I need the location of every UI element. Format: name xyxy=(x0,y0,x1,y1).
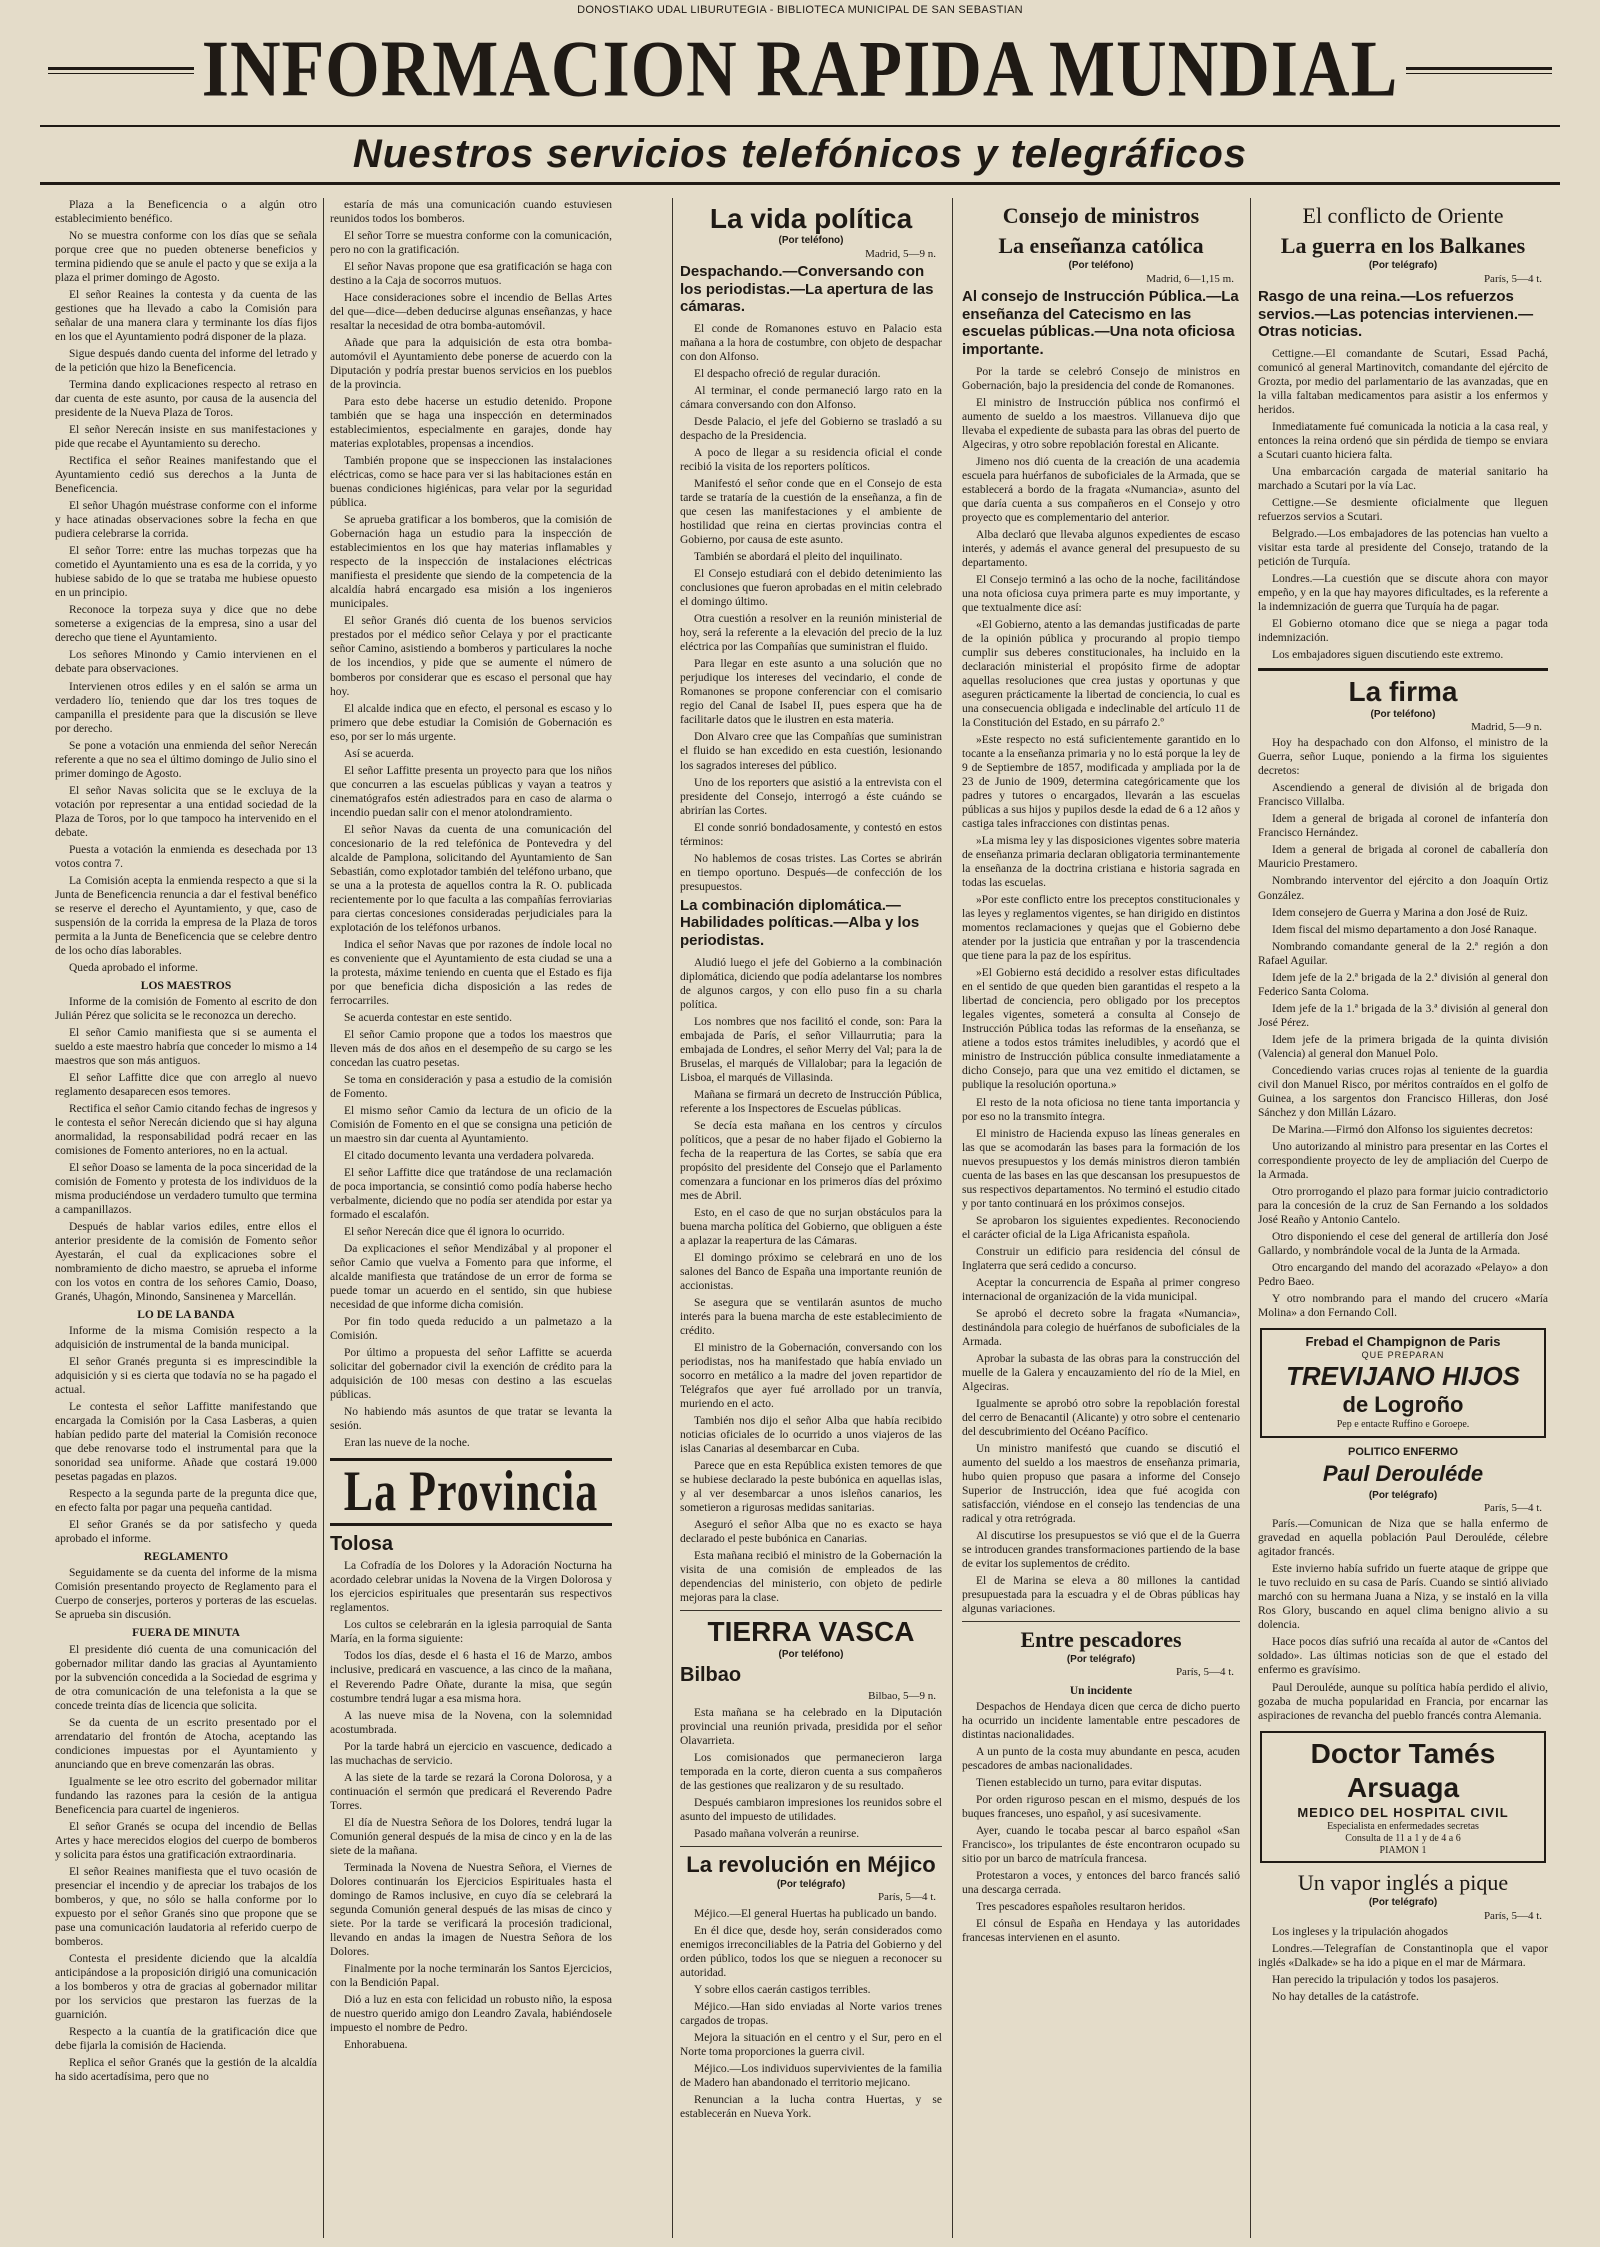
paragraph: Cettigne.—Se desmiente oficialmente que lleguen refuerzos servios a Scutari. xyxy=(1258,497,1548,524)
paragraph: Hoy ha despachado con don Alfonso, el ministro de la Guerra, señor Luque, poniendo a la firma los siguientes decretos: xyxy=(1258,737,1548,778)
paragraph: El señor Torre: entre las muchas torpezas que ha cometido el Ayuntamiento una es esa de la corrida, y yo hubiese sabido de lo que se trataba me hubiese opuesto en un principio. xyxy=(55,545,317,600)
source-line: (Por telégrafo) xyxy=(1066,1654,1136,1666)
paragraph: Terminada la Novena de Nuestra Señora, el Viernes de Dolores continuarán los Ejercicios Espirituales hasta el domingo de Ramos inclusive, en cuyo día se celebrará la segunda Comunión general después de las misas de cinco y siete. Por la tarde se verificará la procesión tradicional, llevando en andas la imagen de Nuestra Señora de los Dolores. xyxy=(330,1861,612,1958)
subheading-incidente: Un incidente xyxy=(1069,1684,1133,1697)
paragraph: Por fin todo queda reducido a un palmetazo a la Comisión. xyxy=(330,1316,612,1343)
paragraph: Queda aprobado el informe. xyxy=(69,961,199,974)
paragraph: El ministro de Hacienda expuso las líneas generales en las que se acomodarán las bases para la formación de los nuevos presupuestos y los demás ministros dieron también cuenta de las bases en las que descansan los presupuestos de sus respectivos departamentos. No terminó el estudio citado y por tanto continuará en los próximos consejos. xyxy=(962,1127,1240,1210)
paragraph: El señor Camio propone que a todos los maestros que lleven más de dos años en el desempeño de su cargo se les concedan las cuatro pesetas. xyxy=(330,1028,612,1069)
paragraph: Esta mañana recibió el ministro de la Gobernación la visita de una comisión de empleados de las dependencias del ministerio, con objeto de pedirle mejoras para la clase. xyxy=(680,1550,942,1605)
paragraph: La Cofradía de los Dolores y la Adoración Nocturna ha acordado celebrar unidas la Novena de la Virgen Dolorosa y los ejercicios espirituales que presentarán sus respectivos reglamentos. xyxy=(330,1560,612,1615)
col1-body-5 xyxy=(55,1643,317,2084)
source-line: (Por teléfono) xyxy=(1068,260,1134,272)
paragraph: Y otro nombrando para el mando del crucero «María Molina» a don Fernando Coll. xyxy=(1258,1292,1548,1319)
paragraph: Seguidamente se da cuenta del informe de la misma Comisión presentando proyecto de Reglamento para el Cuerpo de conserjes, porteros y porteras de las escuelas. Se aprueba sin discusión. xyxy=(55,1567,317,1622)
dateline: Madrid, 5—9 n. xyxy=(865,247,936,260)
paragraph: Belgrado.—Los embajadores de las potencias han vuelto a visitar esta tarde al presidente del Consejo, tratando de la petición de Turquía. xyxy=(1258,528,1548,569)
paragraph: Don Alvaro cree que las Compañías que suministran el fluido se han excedido en esta cuestión, lesionando los sagrados intereses del público. xyxy=(680,731,942,772)
column-2 xyxy=(330,198,612,2238)
ad-brand: TREVIJANO HIJOS xyxy=(1285,1360,1521,1391)
paragraph: Por orden riguroso pescan en el mismo, después de los buques franceses, uno español, y así sucesivamente. xyxy=(962,1793,1240,1820)
paragraph: El cónsul de España en Hendaya y las autoridades francesas intervienen en el asunto. xyxy=(962,1918,1240,1945)
paragraph: Manifestó el señor conde que en el Consejo de esta tarde se trataría de la cuestión de la enseñanza, a fin de que cesen las manifestaciones y el ambiente de hostilidad que reina en ciertas provincias contra el Gobierno, por causa de este asunto. xyxy=(680,478,942,547)
paragraph: Construir un edificio para residencia del cónsul de Inglaterra que será cedido a concurso. xyxy=(962,1245,1240,1272)
paragraph: Se pone a votación una enmienda del señor Nerecán referente a que no sea el último domingo de Julio sino el primer domingo de Agosto. xyxy=(55,739,317,780)
dateline: Madrid, 6—1,15 m. xyxy=(1146,272,1234,285)
masthead xyxy=(40,20,1560,120)
paragraph: No se muestra conforme con los días que se señala porque cree que no pueden obtenerse beneficios y termina pidiendo que se anule el pacto y que se exija a la plaza el primer domingo de Agosto. xyxy=(55,230,317,285)
paragraph: Puesta a votación la enmienda es desechada por 13 votos contra 7. xyxy=(55,843,317,870)
paragraph: Tres pescadores españoles resultaron heridos. xyxy=(976,1901,1186,1914)
heading-consejo-ministros: Consejo de ministros xyxy=(1002,203,1200,228)
paragraph: En él dice que, desde hoy, serán considerados como enemigos irreconciliables de la Patria del Gobierno y del orden público, todos los que se nieguen a reconocer su autoridad. xyxy=(680,1924,942,1979)
city-tolosa: Tolosa xyxy=(330,1532,393,1555)
paragraph: El Consejo terminó a las ocho de la noche, facilitándose una nota oficiosa cuya primera parte es muy importante, y que textualmente dice así: xyxy=(962,573,1240,614)
paragraph: Se toma en consideración y pasa a estudio de la comisión de Fomento. xyxy=(330,1073,612,1100)
paragraph: Por último a propuesta del señor Laffitte se acuerda solicitar del gobernador civil la exención de crédito para la adquisición de 100 mesas con destino a las escuelas públicas. xyxy=(330,1347,612,1402)
paragraph: Informe de la comisión de Fomento al escrito de don Julián Pérez que solicita se le reconozca un derecho. xyxy=(55,995,317,1022)
paragraph: Los ingleses y la tripulación ahogados xyxy=(1272,1926,1448,1939)
paragraph: Los cultos se celebrarán en la iglesia parroquial de Santa María, en la forma siguiente: xyxy=(330,1619,612,1646)
combinacion-body xyxy=(680,956,942,1606)
paragraph: »Por este conflicto entre los preceptos constitucionales y las leyes y reglamentos vigentes, se han dirigido en distintos momentos reclamaciones y quejas que el Gobierno debe atender por la justicia que entrañan y por la trascendencia que tiene para la paz de los espíritus. xyxy=(962,894,1240,963)
dateline: Bilbao, 5—9 n. xyxy=(868,1690,936,1703)
paragraph: Y sobre ellos caerán castigos terribles. xyxy=(694,1983,871,1996)
masthead-title: INFORMACION RAPIDA MUNDIAL xyxy=(201,25,1399,114)
paragraph: A poco de llegar a su residencia oficial el conde recibió la visita de los reporters políticos. xyxy=(680,447,942,474)
paragraph: Respecto a la segunda parte de la pregunta dice que, en efecto falta por pagar una pequeña cantidad. xyxy=(55,1488,317,1515)
paragraph: Después de hablar varios ediles, entre ellos el anterior presidente de la comisión de Fomento señor Ayestarán, el cual da explicaciones sobre el nombramiento de dicho maestro, se aprueba el informe con los votos en contra de los señores Camio, Doaso, Granés, Uhagón, Minondo, Sansinenea y Marcellán. xyxy=(55,1221,317,1304)
paragraph: Después cambiaron impresiones los reunidos sobre el asunto del impuesto de utilidades. xyxy=(680,1796,942,1823)
heading-la-firma: La firma xyxy=(1348,676,1458,708)
paragraph: El despacho ofreció de regular duración. xyxy=(694,368,881,381)
paragraph: Uno de los reporters que asistió a la entrevista con el presidente del Consejo, interrogó a éste cuándo se abrirían las Cortes. xyxy=(680,776,942,817)
paragraph: A las siete de la tarde se rezará la Corona Dolorosa, y a continuación el sermón que predicará el Reverendo Padre Torres. xyxy=(330,1771,612,1812)
paragraph: Idem jefe de la 2.ª brigada de la 2.ª división al general don Federico Santa Coloma. xyxy=(1258,971,1548,998)
paragraph: Se decía esta mañana en los centros y círculos políticos, que a pesar de no haber fijado el Gobierno la fecha de la reapertura de las Cortes, se sabía que era propósito del presidente del Consejo que el Parlamento comenzara a funcionar en los primeros días del próximo mes de Abril. xyxy=(680,1119,942,1202)
la-provincia-banner xyxy=(330,1458,612,1526)
paragraph: Para esto debe hacerse un estudio detenido. Propone también que se haga una inspección en determinados establecimientos, especialmente en garajes, donde hay materias explotables, propensas a incendios. xyxy=(330,396,612,451)
paragraph: »La misma ley y las disposiciones vigentes sobre materia de enseñanza primaria declaran obligatoria terminantemente la enseñanza de la doctrina cristiana e historia sagrada en todas las escuelas. xyxy=(962,835,1240,890)
paragraph: También se abordará el pleito del inquilinato. xyxy=(694,551,903,564)
pescadores-body xyxy=(962,1700,1240,1945)
paragraph: Uno autorizando al ministro para presentar en las Cortes el correspondiente proyecto de ley de ampliación del Cuerpo de la Armada. xyxy=(1258,1140,1548,1181)
dateline: Madrid, 5—9 n. xyxy=(1471,720,1542,733)
paragraph: El señor Nerecán insiste en sus manifestaciones y pide que recabe el Ayuntamiento su derecho. xyxy=(55,424,317,451)
col1-body-3 xyxy=(55,1324,317,1546)
advertisement-doctor xyxy=(1260,1731,1546,1864)
heading-guerra-balkanes: La guerra en los Balkanes xyxy=(1280,233,1526,259)
paragraph: El presidente dió cuenta de una comunicación del gobernador militar dando las gracias al Ayuntamiento por la subvención concedida a la Sociedad de esgrima y de otra comunicación de una telefonista a la que se concede treinta días de licencia que solicita. xyxy=(55,1643,317,1712)
paragraph: Finalmente por la noche terminarán los Santos Ejercicios, con la Bendición Papal. xyxy=(330,1962,612,1989)
paragraph: El ministro de la Gobernación, conversando con los periodistas, nos ha manifestado que había enviado un socorro en metálico a la madre del joven repartidor de Telégrafos que ayer fué arrollado por un tranvía, muriendo en el acto. xyxy=(680,1342,942,1411)
ad-line: Pep e entacte Ruffino e Goroepe. xyxy=(1336,1419,1470,1431)
heading-paul-deroulede: Paul Derouléde xyxy=(1322,1460,1484,1486)
paragraph: Rectifica el señor Camio citando fechas de ingresos y le contesta el señor Nerecán diciendo que si hay alguna anormalidad, la responsabilidad podrá recaer en las comisiones de Fomento anteriores, no en la actual. xyxy=(55,1102,317,1157)
paragraph: Otro disponiendo el cese del general de artillería don José Gallardo, y nombrándole vocal de la Junta de la Armada. xyxy=(1258,1230,1548,1257)
paragraph: Replica el señor Granés que la gestión de la alcaldía ha sido acertadísima, pero que no xyxy=(55,2056,317,2083)
paragraph: El señor Camio manifiesta que si se aumenta el sueldo a este maestro habría que conceder lo mismo a 14 maestros que son más antiguos. xyxy=(55,1026,317,1067)
paragraph: Se aprobaron los siguientes expedientes. Reconociendo el carácter oficial de la Liga Africanista española. xyxy=(962,1214,1240,1241)
ad-line: PIAMON 1 xyxy=(1379,1845,1427,1857)
col1-body-4 xyxy=(55,1566,317,1622)
paragraph: Otra cuestión a resolver en la reunión ministerial de hoy, será la referente a la elevación del precio de la luz eléctrica por las Compañías que suministran el fluido. xyxy=(680,613,942,654)
paragraph: El ministro de Instrucción pública nos confirmó el aumento de sueldo a los maestros. Villanueva dijo que llevaba el expediente de subasta para las obras del puerto de Algeciras, y otro sobre repoblación forestal en Alicante. xyxy=(962,396,1240,451)
paragraph: Hace consideraciones sobre el incendio de Bellas Artes del que—dice—deben deducirse algunas enseñanzas, y hace resaltar la necesidad de otra bomba-automóvil. xyxy=(330,292,612,333)
paragraph: Aludió luego el jefe del Gobierno a la combinación diplomática, diciendo que podía adelantarse los nombres de algunos cargos, y con ello puso fin a su charla política. xyxy=(680,956,942,1011)
firma-body xyxy=(1258,736,1548,1320)
column-rule xyxy=(672,198,673,2238)
col2-body xyxy=(330,198,612,1450)
paragraph: Desde Palacio, el jefe del Gobierno se trasladó a su despacho de la Presidencia. xyxy=(680,416,942,443)
col1-body xyxy=(55,198,317,975)
section-rule xyxy=(962,1621,1240,1622)
source-line: (Por telégrafo) xyxy=(1368,1897,1438,1909)
paragraph: El señor Granés pregunta si es imprescindible la adquisición y si es cierta que todavía no se ha pagado el actual. xyxy=(55,1356,317,1397)
paragraph: Pasado mañana volverán a reunirse. xyxy=(694,1827,860,1840)
source-line: (Por telégrafo) xyxy=(1368,1489,1438,1501)
mejico-body xyxy=(680,1907,942,2121)
paragraph: Aseguró el señor Alba que no es exacto se haya declarado el peste bubónica en Canarias. xyxy=(680,1519,942,1546)
source-line: (Por telégrafo) xyxy=(776,1879,846,1891)
city-bilbao: Bilbao xyxy=(680,1663,742,1686)
la-provincia-title: La Provincia xyxy=(343,1459,599,1524)
column-4 xyxy=(962,198,1240,2238)
paragraph: Protestaron a voces, y entonces del barco francés salió una descarga cerrada. xyxy=(962,1870,1240,1897)
paragraph: El señor Granés se ocupa del incendio de Bellas Artes y hace merecidos elogios del cuerpo de bomberos y solicita para éstos una gratificación extraordinaria. xyxy=(55,1820,317,1861)
heading-ensenanza-catolica: La enseñanza católica xyxy=(998,233,1204,259)
masthead-subtitle: Nuestros servicios telefónicos y telegráficos xyxy=(352,132,1248,176)
subheading-banda: LO DE LA BANDA xyxy=(137,1309,235,1322)
paragraph: Se aprobó el decreto sobre la fragata «Numancia», destinándola para colegio de huérfanos de suboficiales de la Armada. xyxy=(962,1307,1240,1348)
paragraph: Otro prorrogando el plazo para formar juicio contradictorio para la concesión de la cruz de San Fernando a los soldados José Reaño y Antonio Cantelo. xyxy=(1258,1185,1548,1226)
paragraph: Otro encargando del mando del acorazado «Pelayo» a don Pedro Baeo. xyxy=(1258,1261,1548,1288)
paragraph: Aceptar la concurrencia de España al primer congreso internacional de organización de la vida municipal. xyxy=(962,1276,1240,1303)
column-1 xyxy=(55,198,317,2238)
paragraph: Termina dando explicaciones respecto al retraso en dar cuenta de este asunto, por causa de la ausencia del presidente de la Nueva Plaza de Toros. xyxy=(55,379,317,420)
paragraph: Parece que en esta República existen temores de que se hubiese declarado la peste bubónica en aquellas islas, y al ver desembarcar a unos isleños canarios, les sometieron a rigurosas medidas sanitarias. xyxy=(680,1460,942,1515)
paragraph: Cettigne.—El comandante de Scutari, Essad Pachá, comunicó al general Martinovitch, comandante del ejército de Grozta, por medio del parlamentario de las avanzadas, que en la villa faltaban medicamentos para asistir a los enfermos y heridos. xyxy=(1258,348,1548,417)
tolosa-body xyxy=(330,1559,612,2052)
paragraph: Respecto a la cuantía de la gratificación dice que debe fijarla la comisión de Hacienda. xyxy=(55,2025,317,2052)
paragraph: Hace pocos días sufrió una recaída al autor de «Cantos del soldado». Las últimas noticias son de que el estado del enfermo es gravísimo. xyxy=(1258,1636,1548,1677)
section-rule xyxy=(1258,668,1548,671)
paragraph: Da explicaciones el señor Mendizábal y al proponer el señor Camio que vuelva a Fomento para que informe, el alcalde manifiesta que tratándose de un error de forma se puede tomar un acuerdo en el sentido, sin que hubiese necesidad de que informe dicha comisión. xyxy=(330,1243,612,1312)
paragraph: Los nombres que nos facilitó el conde, son: Para la embajada de París, el señor Villaurrutia; para la embajada de Londres, el señor Merry del Val; para la de Bruselas, el marqués de Villalobar; para la legación de Lisboa, el marqués de Villasinda. xyxy=(680,1015,942,1084)
paragraph: El de Marina se eleva a 80 millones la cantidad presupuestada para la escuadra y el de Obras públicas hay algunas variaciones. xyxy=(962,1575,1240,1616)
paragraph: Contesta el presidente diciendo que la alcaldía anticipándose a la proposición dirigió una comunicación a los bomberos y otra de gracias al gobernador militar por los servicios que prestaron las fuerzas de la guarnición. xyxy=(55,1952,317,2021)
paragraph: Se asegura que se ventilarán asuntos de mucho interés para la buena marcha de este establecimiento de crédito. xyxy=(680,1297,942,1338)
ad-line: Consulta de 11 a 1 y de 4 a 6 xyxy=(1345,1832,1461,1844)
paragraph: Esta mañana se ha celebrado en la Diputación provincial una reunión privada, presidida por el señor Olavarrieta. xyxy=(680,1706,942,1747)
paragraph: No habiendo más asuntos de que tratar se levanta la sesión. xyxy=(330,1406,612,1433)
paragraph: El Gobierno otomano dice que se niega a pagar toda indemnización. xyxy=(1258,618,1548,645)
paragraph: Idem a general de brigada al coronel de infantería don Francisco Hernández. xyxy=(1258,813,1548,840)
advertisement-trevijano xyxy=(1260,1328,1546,1438)
dateline: París, 5—4 t. xyxy=(877,1891,936,1904)
paragraph: Idem a general de brigada al coronel de caballería don Mauricio Prestamero. xyxy=(1258,844,1548,871)
ad-city: de Logroño xyxy=(1342,1392,1464,1418)
paragraph: Los señores Minondo y Camio intervienen en el debate para observaciones. xyxy=(55,649,317,676)
paragraph: Se aprueba gratificar a los bomberos, que la comisión de Gobernación haga un estudio para la inspección de establecimientos en los que hay materias inflamables y respecto de la inspección de instalaciones eléctricas manifiesta el presidente que siendo de la competencia de la alcaldía habrá encargado esa misión a los ingenieros municipales. xyxy=(330,514,612,611)
heading-vapor-ingles: Un vapor inglés a pique xyxy=(1297,1870,1509,1896)
paragraph: El citado documento levanta una verdadera polvareda. xyxy=(344,1150,595,1162)
label-politico-enfermo: POLITICO ENFERMO xyxy=(1348,1445,1458,1458)
paragraph: El señor Laffitte dice que tratándose de una reclamación de poca importancia, se consintió como podía haberse hecho verbalmente, diciendo que no podía ser atendida por estar ya formado el escalafón. xyxy=(330,1167,612,1222)
paragraph: Sigue después dando cuenta del informe del letrado y de la petición que hizo la Beneficencia. xyxy=(55,348,317,375)
paragraph: Informe de la misma Comisión respecto a la adquisición de instrumental de la banda municipal. xyxy=(55,1325,317,1352)
section-rule xyxy=(680,1846,942,1847)
paragraph: Igualmente se lee otro escrito del gobernador militar fundando las razones para la cesión de la antigua Beneficencia para cuartel de ingenieros. xyxy=(55,1775,317,1816)
vapor-body xyxy=(1258,1925,1548,2004)
paragraph: Tienen establecido un turno, para evitar disputas. xyxy=(976,1776,1202,1789)
paragraph: Jimeno nos dió cuenta de la creación de una academia escuela para huérfanos de suboficiales de la Armada, que se establecerá a bordo de la fragata «Numancia», asunto del que daría cuenta a sus compañeros en el Consejo y otro proyecto que es complementario del anterior. xyxy=(962,455,1240,524)
column-rule xyxy=(1250,198,1251,2238)
paragraph: Al terminar, el conde permaneció largo rato en la cámara conversando con don Alfonso. xyxy=(680,385,942,412)
consejo-body xyxy=(962,365,1240,1616)
column-rule xyxy=(323,198,324,2238)
paragraph: El señor Reaines la contesta y da cuenta de las gestiones que ha llevado a cabo la Comisión para señalar de una manera clara y terminante los días fijos en los que el Ayuntamiento podrá disponer de la plaza. xyxy=(55,289,317,344)
paragraph: No hay detalles de la catástrofe. xyxy=(1272,1991,1419,2004)
paragraph: Eran las nueve de la noche. xyxy=(344,1437,470,1450)
paragraph: El domingo próximo se celebrará en uno de los salones del Banco de España una importante reunión de accionistas. xyxy=(680,1252,942,1293)
paragraph: Enhorabuena. xyxy=(344,2038,408,2051)
masthead-subtitle-band xyxy=(40,125,1560,185)
ad-line: Frebad el Champignon de Paris xyxy=(1305,1333,1501,1349)
paragraph: Los embajadores siguen discutiendo este extremo. xyxy=(1272,649,1504,662)
paragraph: Idem consejero de Guerra y Marina a don José de Ruiz. xyxy=(1272,906,1528,919)
column-5 xyxy=(1258,198,1548,2238)
paragraph: Reconoce la torpeza suya y dice que no debe someterse a exigencias de la empresa, sino a usar del derecho que tiene el Ayuntamiento. xyxy=(55,604,317,645)
paragraph: El Consejo estudiará con el debido detenimiento las conclusiones que fueron aprobadas en el mitin celebrado el domingo último. xyxy=(680,568,942,609)
paragraph: El conde sonrió bondadosamente, y contestó en estos términos: xyxy=(680,821,942,848)
paragraph: Méjico.—El general Huertas ha publicado un bando. xyxy=(694,1907,937,1920)
tierra-vasca-body xyxy=(680,1706,942,1841)
dateline: París, 5—4 t. xyxy=(1483,272,1542,285)
source-line: (Por teléfono) xyxy=(778,235,844,247)
ad-doctor-name: Doctor Tamés Arsuaga xyxy=(1310,1737,1496,1803)
dateline: París, 5—4 t. xyxy=(1175,1666,1234,1679)
paragraph: El señor Navas da cuenta de una comunicación del concesionario de la red telefónica de Pontevedra y del alcalde de Pamplona, solicitando del Ayuntamiento de San Sebastián, como explotador también del teléfono urbano, que se una a la protesta de aquellos contra la R. O. publicada recientemente por lo que faculta a las compañías ferroviarias para ciertas concesiones consideradas perjudiciales para la explotación de los teléfonos urbanos. xyxy=(330,823,612,934)
paragraph: También nos dijo el señor Alba que había recibido noticias oficiales de lo ocurrido a unos viajeros de las islas Canarias al desembarcar en Cuba. xyxy=(680,1415,942,1456)
column-rule xyxy=(952,198,953,2238)
paragraph: El señor Granés dió cuenta de los buenos servicios prestados por el médico señor Celaya y por el practicante señor Camino, asistiendo a bomberos y particulares la noche de los incendios, y pide que se aumente el número de bomberos por considerar que es escaso el personal que hay hoy. xyxy=(330,615,612,698)
dateline: París, 5—4 t. xyxy=(1483,1909,1542,1922)
paragraph: El señor Granés se da por satisfecho y queda aprobado el informe. xyxy=(55,1519,317,1546)
deck-combinacion: La combinación diplomática.—Habilidades políticas.—Alba y los periodistas. xyxy=(680,896,920,950)
paragraph: El día de Nuestra Señora de los Dolores, tendrá lugar la Comunión general después de la misa de cinco y en la de las siete de la mañana. xyxy=(330,1816,612,1857)
paragraph: Idem fiscal del mismo departamento a don José Ranaque. xyxy=(1272,923,1537,936)
paragraph: Los comisionados que permanecieron larga temporada en la corte, dieron cuenta a sus compañeros de las gestiones que realizaron y de su resultado. xyxy=(680,1751,942,1792)
masthead-rule-right xyxy=(1406,67,1552,74)
paragraph: Se da cuenta de un escrito presentado por el arrendatario del frontón de Atocha, aceptando las condiciones impuestas por el Ayuntamiento y anunciando que en breve comenzarán las obras. xyxy=(55,1716,317,1771)
paragraph: Nombrando comandante general de la 2.ª región a don Rafael Aguilar. xyxy=(1258,940,1548,967)
paragraph: El resto de la nota oficiosa no tiene tanta importancia y por eso no la transmito íntegra. xyxy=(962,1096,1240,1123)
paragraph: »Este respecto no está suficientemente garantido en lo tocante a la enseñanza primaria y no lo está porque la ley de 9 de Septiembre de 1857, modificada y ampliada por la de 23 de Junio de 1909, determina categóricamente que los padres y tutores o encargados, llevarán a las escuelas públicas a sus hijos y pupilos desde la edad de 6 a 12 años y castiga tales infracciones con distintas penas. xyxy=(962,734,1240,831)
paragraph: El señor Doaso se lamenta de la poca sinceridad de la comisión de Fomento y protesta de los individuos de la misma produciéndose un verdadero tumulto que termina a campanillazos. xyxy=(55,1162,317,1217)
subheading-reglamento: REGLAMENTO xyxy=(143,1551,229,1564)
paragraph: Han perecido la tripulación y todos los pasajeros. xyxy=(1272,1974,1499,1987)
paragraph: Paul Derouléde, aunque su política había perdido el alivio, gozaba de mucha popularidad en Francia, por encarnar las aspiraciones de revancha del pueblo francés contra Alemania. xyxy=(1258,1681,1548,1722)
paragraph: Se acuerda contestar en este sentido. xyxy=(344,1011,512,1024)
paragraph: Plaza a la Beneficencia o a algún otro establecimiento benéfico. xyxy=(55,199,317,226)
paragraph: A un punto de la costa muy abundante en pesca, acuden pescadores de ambas nacionalidades. xyxy=(962,1745,1240,1772)
paragraph: A las nueve misa de la Novena, con la solemnidad acostumbrada. xyxy=(330,1709,612,1736)
paragraph: Londres.—La cuestión que se discute ahora con mayor empeño, y en la que hay mayores dificultades, es la referente a la indemnización de guerra que Turquía ha de pagar. xyxy=(1258,573,1548,614)
paragraph: Una embarcación cargada de material sanitario ha marchado a Scutari por la vía Lac. xyxy=(1258,466,1548,493)
heading-tierra-vasca: TIERRA VASCA xyxy=(707,1616,915,1648)
paragraph: Todos los días, desde el 6 hasta el 16 de Marzo, ambos inclusive, predicará en vascuence, a las cinco de la mañana, el Reverendo Padre Oñate, durante la misa, que según costumbre tendrá lugar a esa misma hora. xyxy=(330,1650,612,1705)
heading-vida-politica: La vida política xyxy=(709,203,913,234)
paragraph: Así se acuerda. xyxy=(344,747,414,760)
paragraph: Indica el señor Navas que por razones de índole local no es conveniente que el Ayuntamiento de esta ciudad se una a la protesta, máxime teniendo en cuenta que el Estado es fija por que beneficia dicha disposición a las redes de ferrocarriles. xyxy=(330,938,612,1007)
heading-revolucion-mejico: La revolución en Méjico xyxy=(686,1851,936,1877)
paragraph: El señor Navas propone que esa gratificación se haga con destino a la Caja de socorros mutuos. xyxy=(330,261,612,288)
paragraph: El señor Reaines manifiesta que el tuvo ocasión de presenciar el incendio y de apreciar los trabajos de los bomberos, y que, no sólo se halla conforme por lo expuesto por el señor Granés sino que propone que se pase una comunicación laudatoria al referido cuerpo de bomberos. xyxy=(55,1865,317,1948)
paragraph: Por la tarde habrá un ejercicio en vascuence, dedicado a las muchachas de servicio. xyxy=(330,1740,612,1767)
subheading-los-maestros: LOS MAESTROS xyxy=(140,979,232,992)
balkanes-body xyxy=(1258,347,1548,662)
paragraph: Inmediatamente fué comunicada la noticia a la casa real, y entonces la reina ordenó que sin pérdida de tiempo se enviara a Scutari cuanto hiciera falta. xyxy=(1258,421,1548,462)
paragraph: »El Gobierno está decidido a resolver estas dificultades en el sentido de que queden bien garantidas el respeto a la libertad de conciencia, pero obligado por los preceptos legales vigentes, someterá a consulta al Consejo de Instrucción Pública todas las reformas de la enseñanza, se atiene a todos estos trámites ineludibles, y acordó que el ministro de Instrucción pública consulte inmediatamente a dicho Consejo, para que una vez emitido el dictamen, se publique la resolución oportuna.» xyxy=(962,967,1240,1092)
paragraph: Méjico.—Han sido enviadas al Norte varios trenes cargados de tropas. xyxy=(680,2000,942,2027)
paragraph: estaría de más una comunicación cuando estuviesen reunidos todos los bomberos. xyxy=(330,199,612,226)
source-line: (Por teléfono) xyxy=(778,1648,844,1660)
paragraph: Esto, en el caso de que no surjan obstáculos para la buena marcha política del Gobierno, que obliguen a éste a aplazar la reapertura de las Cámaras. xyxy=(680,1206,942,1247)
column-3 xyxy=(680,198,942,2238)
paragraph: Concediendo varias cruces rojas al teniente de la guardia civil don Manuel Risco, por méritos contraídos en el golfo de Guinea, a los sargentos don Francisco Hilleras, don José Sánchez y don Millán Lázaro. xyxy=(1258,1064,1548,1119)
paragraph: Nombrando interventor del ejército a don Joaquín Ortiz González. xyxy=(1258,875,1548,902)
section-rule xyxy=(680,1610,942,1611)
paragraph: Alba declaró que llevaba algunos expedientes de escaso interés, y además el avance general del presupuesto de su departamento. xyxy=(962,528,1240,569)
paragraph: Mejora la situación en el centro y el Sur, pero en el Norte toma proporciones la guerra civil. xyxy=(680,2031,942,2058)
paragraph: El conde de Romanones estuvo en Palacio esta mañana a la hora de costumbre, con objeto de despachar con don Alfonso. xyxy=(680,323,942,364)
paragraph: Dió a luz en esta con felicidad un robusto niño, la esposa de nuestro querido amigo don Leandro Zavala, habiéndosele impuesto el nombre de Pedro. xyxy=(330,1993,612,2034)
paragraph: Para llegar en este asunto a una solución que no perjudique los intereses del vecindario, el conde de Romanones se propone conferenciar con el comisario regio del Canal de Isabel II, pues espera que ha de facilitarle datos que le ilustren en esta materia. xyxy=(680,658,942,727)
paragraph: El señor Nerecán dice que él ignora lo ocurrido. xyxy=(344,1226,565,1239)
paragraph: No hablemos de cosas tristes. Las Cortes se abrirán en tiempo oportuno. Después—de confección de los presupuestos. xyxy=(680,852,942,893)
paragraph: Por la tarde se celebró Consejo de ministros en Gobernación, bajo la presidencia del conde de Romanones. xyxy=(962,365,1240,392)
paragraph: La Comisión acepta la enmienda respecto a que si la Junta de Beneficencia renuncia a dar el festival benéfico se reserve el derecho el Ayuntamiento, y que, caso de suspensión de la corrida la empresa de la Plaza de toros permita a la Junta de Beneficencia que se celebre dentro de los ocho días laborables. xyxy=(55,874,317,957)
paul-body xyxy=(1258,1517,1548,1722)
paragraph: De Marina.—Firmó don Alfonso los siguientes decretos: xyxy=(1272,1123,1533,1136)
source-line: (Por telégrafo) xyxy=(1368,260,1438,272)
deck-consejo: Al consejo de Instrucción Pública.—La enseñanza del Catecismo en las escuelas públicas.—Una nota oficiosa importante. xyxy=(962,287,1239,359)
paragraph: Idem jefe de la 1.ª brigada de la 3.ª división al general don José Pérez. xyxy=(1258,1002,1548,1029)
paragraph: Le contesta el señor Laffitte manifestando que encargada la Comisión por la Casa Lasberas, a quien habían pedido parte del material la Comisión reconoce que debe renovarse todo el instrumental para que la sonoridad sea uniforme. Añade que costará 19.000 pesetas pagadas en plazos. xyxy=(55,1401,317,1484)
col1-body-2 xyxy=(55,995,317,1304)
source-line: (Por teléfono) xyxy=(1370,708,1436,720)
paragraph: El alcalde indica que en efecto, el personal es escaso y lo primero que debe estudiar la Comisión de Gobernación es eso, por ser lo más urgente. xyxy=(330,702,612,743)
deck-vida-politica: Despachando.—Conversando con los periodistas.—La apertura de las cámaras. xyxy=(680,262,934,316)
paragraph: Igualmente se aprobó otro sobre la repoblación forestal del cerro de Benacantil (Alicante) y otro sobre el centenario del descubrimiento del Océano Pacífico. xyxy=(962,1397,1240,1438)
paragraph: Londres.—Telegrafían de Constantinopla que el vapor inglés «Dalkade» se ha ido a pique en el mar de Mármara. xyxy=(1258,1943,1548,1970)
paragraph: Despachos de Hendaya dicen que cerca de dicho puerto ha ocurrido un incidente lamentable entre pescadores de distintas nacionalidades. xyxy=(962,1700,1240,1741)
paragraph: Este invierno había sufrido un fuerte ataque de grippe que le tuvo recluido en su casa de París. Cuando se sintió aliviado marchó con su hermana Juana a Niza, y se instaló en la villa Ros Glory, buscando en aquel clima benigno alivio a su dolencia. xyxy=(1258,1563,1548,1632)
paragraph: Idem jefe de la primera brigada de la quinta división (Valencia) al general don Manuel Polo. xyxy=(1258,1033,1548,1060)
paragraph: También propone que se inspeccionen las instalaciones eléctricas, como se hace para ver si las habitaciones están en buenas condiciones higiénicas, para velar por la seguridad pública. xyxy=(330,455,612,510)
paragraph: París.—Comunican de Niza que se halla enfermo de gravedad en aquella población Paul Derouléde, célebre agitador francés. xyxy=(1258,1518,1548,1559)
vida-politica-body xyxy=(680,322,942,894)
paragraph: El señor Torre se muestra conforme con la comunicación, pero no con la gratificación. xyxy=(330,230,612,257)
paragraph: Añade que para la adquisición de esta otra bomba-automóvil el Ayuntamiento debe ponerse de acuerdo con la Diputación y podría prestar buenos servicios en los pueblos de la provincia. xyxy=(330,337,612,392)
paragraph: Ayer, cuando le tocaba pescar al barco español «San Francisco», los tripulantes de éste encontraron ocupado su sitio por un barco de matrícula francesa. xyxy=(962,1824,1240,1865)
paragraph: El mismo señor Camio da lectura de un oficio de la Comisión de Fomento en el que se consigna una petición de un maestro sin dar cuenta al Ayuntamiento. xyxy=(330,1104,612,1145)
paragraph: Mañana se firmará un decreto de Instrucción Pública, referente a los Inspectores de Escuelas públicas. xyxy=(680,1088,942,1115)
paragraph: Aprobar la subasta de las obras para la construcción del muelle de la Galera y encauzamiento del río de la Miel, en Algeciras. xyxy=(962,1352,1240,1393)
paragraph: El señor Navas solicita que se le excluya de la votación por representar a una entidad sociedad de la Plaza de Toros, por lo que tampoco ha intervenido en el debate. xyxy=(55,784,317,839)
paragraph: Rectifica el señor Reaines manifestando que el Ayuntamiento cedió sus derechos a la Junta de Beneficencia. xyxy=(55,455,317,496)
paragraph: Ascendiendo a general de división al de brigada don Francisco Villalba. xyxy=(1258,782,1548,809)
ad-line: MEDICO DEL HOSPITAL CIVIL xyxy=(1297,1804,1509,1820)
paragraph: El señor Laffitte presenta un proyecto para que los niños que concurren a las escuelas públicas y vayan a teatros y cinematógrafos estén adiestrados para en caso de alarma o incendio puedan salir con el menor atolondramiento. xyxy=(330,764,612,819)
paragraph: «El Gobierno, atento a las demandas justificadas de parte de la opinión pública y procurando al propio tiempo cumplir sus deberes constitucionales, ha incluido en la declaración ministerial el propósito firme de adoptar aquellas resoluciones que crea justas y oportunas y que aseguren prácticamente la libertad de conciencia, lo cual es una consecuencia obligada e indeclinable del artículo 11 de la Constitución del Estado, en su párrafo 2.º xyxy=(962,618,1240,730)
paragraph: El señor Laffitte dice que con arreglo al nuevo reglamento desaparecen esos temores. xyxy=(55,1071,317,1098)
deck-balkanes: Rasgo de una reina.—Los refuerzos servios.—Las potencias intervienen.—Otras noticias. xyxy=(1258,287,1534,341)
heading-entre-pescadores: Entre pescadores xyxy=(1020,1627,1182,1653)
paragraph: Intervienen otros ediles y en el salón se arma un verdadero lío, teniendo que dar los tres toques de campanilla el presidente para que la discusión se lleve por derecho. xyxy=(55,680,317,735)
paragraph: Renuncian a la lucha contra Huertas, y se establecerán en Nueva York. xyxy=(680,2093,942,2120)
dateline: París, 5—4 t. xyxy=(1483,1501,1542,1514)
masthead-rule-left xyxy=(48,67,194,74)
paragraph: Méjico.—Los individuos supervivientes de la familia de Madero han abandonado el territorio mejicano. xyxy=(680,2062,942,2089)
heading-conflicto-oriente: El conflicto de Oriente xyxy=(1302,203,1504,228)
subheading-fuera-de-minuta: FUERA DE MINUTA xyxy=(132,1627,240,1640)
paragraph: Un ministro manifestó que cuando se discutió el aumento del sueldo a los maestros de enseñanza primaria, hubo quien propuso que pasara a informe del Consejo Superior de Instrucción, idea que fué acogida con satisfacción, viéndose en el consejo las tendencias de una radical y otra retrógrada. xyxy=(962,1442,1240,1525)
paragraph: Al discutirse los presupuestos se vió que el de la Guerra se introducen grandes transformaciones partiendo de la base de evitar los suplementos de crédito. xyxy=(962,1529,1240,1570)
ad-line: Especialista en enfermedades secretas xyxy=(1327,1820,1479,1832)
ad-line: QUE PREPARAN xyxy=(1361,1349,1445,1360)
archive-header: DONOSTIAKO UDAL LIBURUTEGIA - BIBLIOTECA MUNICIPAL DE SAN SEBASTIAN xyxy=(577,4,1023,16)
paragraph: El señor Uhagón muéstrase conforme con el informe y hace atinadas observaciones sobre la fecha en que pudiera celebrarse la corrida. xyxy=(55,500,317,541)
